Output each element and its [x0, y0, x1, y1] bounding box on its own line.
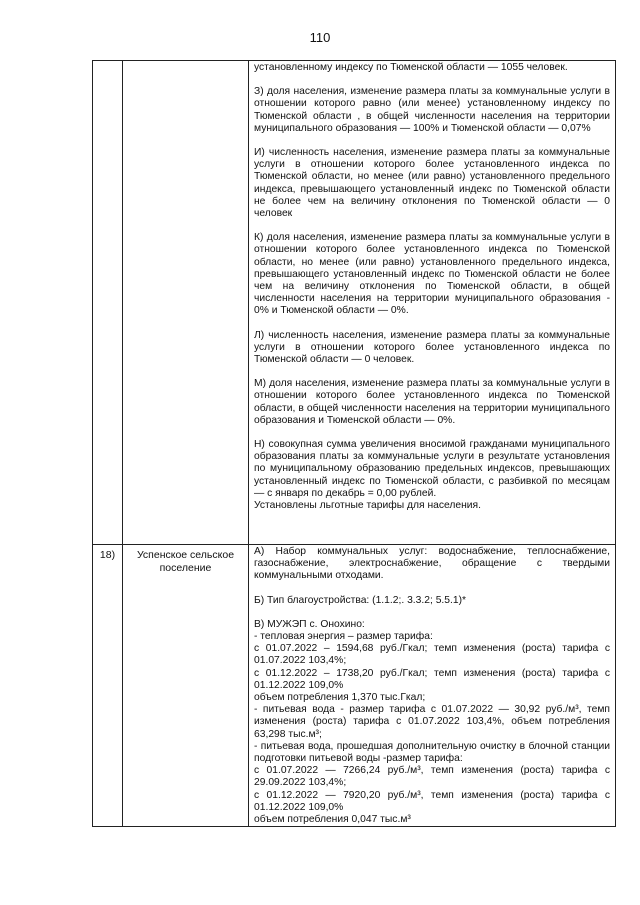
- paragraph: И) численность населения, изменение размера платы за коммунальные услуги в отношении которого более установленного индекса по Тюменской области, но менее (или равно) установленного предельного индекса, превышающего установленный индекс по Тюменской области не более чем на величину отклонения по Тюменской области — 0 человек: [254, 147, 610, 220]
- paragraph: М) доля населения, изменение размера платы за коммунальные услуги в отношении которого более установленного индекса по Тюменской области, в общей численности населения на территории муниципального образования и Тюменской области — 0%.: [254, 378, 610, 426]
- paragraph: Л) численность населения, изменение размера платы за коммунальные услуги в отношении которого более установленного индекса по Тюменской области — 0 человек.: [254, 329, 610, 366]
- tariff-line: с 01.07.2022 — 7266,24 руб./м³, темп изменения (роста) тарифа с 29.09.2022 103,4%;: [254, 765, 610, 789]
- row-number: 18): [93, 545, 123, 827]
- table-row: [93, 545, 616, 827]
- tariff-line: В) МУЖЭП с. Онохино:: [254, 618, 365, 630]
- page-number: 110: [309, 30, 331, 45]
- paragraph: К) доля населения, изменение размера платы за коммунальные услуги в отношении которого более установленного индекса по Тюменской области, но менее (или равно) установленного предельного индекса, превышающего установленный индекс по Тюменской области не более чем на величину отклонения по Тюменской области, в общей численности населения на территории муниципального образования - 0% и Тюменской области — 0%.: [254, 232, 610, 317]
- paragraph: установленному индексу по Тюменской области — 1055 человек.: [254, 62, 568, 73]
- row-content-cell: [249, 61, 616, 545]
- tariff-line: с 01.12.2022 – 1738,20 руб./Гкал; темп изменения (роста) тарифа с 01.12.2022 109,0%: [254, 667, 610, 691]
- settlement-name: Успенское сельское поселение: [123, 545, 249, 827]
- tariff-line: объем потребления 0,047 тыс.м³: [254, 814, 411, 826]
- row-content-cell: [249, 545, 616, 827]
- tariff-line: с 01.12.2022 — 7920,20 руб./м³, темп изменения (роста) тарифа с 01.12.2022 109,0%: [254, 789, 610, 813]
- tariff-list: [254, 619, 610, 826]
- paragraph: Н) совокупная сумма увеличения вносимой гражданами муниципального образования платы за коммунальные услуги в результате установления по муниципальному образованию предельных индексов, превышающих установленный индекс по Тюменской области, с разбивкой по месяцам — с января по декабрь = 0,00 рублей.: [254, 439, 610, 499]
- paragraph: З) доля населения, изменение размера платы за коммунальные услуги в отношении которого равно (или менее) установленному индексу по Тюменской области , в общей численности населения на территории муниципального образования — 100% и Тюменской области — 0,07%: [254, 86, 610, 134]
- row-name-cell: [123, 61, 249, 545]
- tariff-line: объем потребления 1,370 тыс.Гкал;: [254, 692, 426, 704]
- document-table: [92, 60, 616, 827]
- row-number-cell: [93, 61, 123, 545]
- tariff-line: - тепловая энергия – размер тарифа:: [254, 631, 433, 643]
- tariff-line: - питьевая вода - размер тарифа с 01.07.2022 — 30,92 руб./м³, темп изменения (роста) тарифа с 01.07.2022 103,4%, объем потребления 63,298 тыс.м³;: [254, 704, 610, 740]
- paragraph: Установлены льготные тарифы для населения.: [254, 500, 481, 512]
- table-row: [93, 61, 616, 545]
- paragraph: А) Набор коммунальных услуг: водоснабжение, теплоснабжение, газоснабжение, электроснабжение, обращение с твердыми коммунальными отходами.: [254, 546, 610, 582]
- paragraph: Б) Тип благоустройства: (1.1.2;. 3.3.2; 5.5.1)*: [254, 594, 467, 606]
- tariff-line: - питьевая вода, прошедшая дополнительную очистку в блочной станции подготовки питьевой воды -размер тарифа:: [254, 740, 610, 765]
- tariff-line: с 01.07.2022 – 1594,68 руб./Гкал; темп изменения (роста) тарифа с 01.07.2022 103,4%;: [254, 643, 610, 667]
